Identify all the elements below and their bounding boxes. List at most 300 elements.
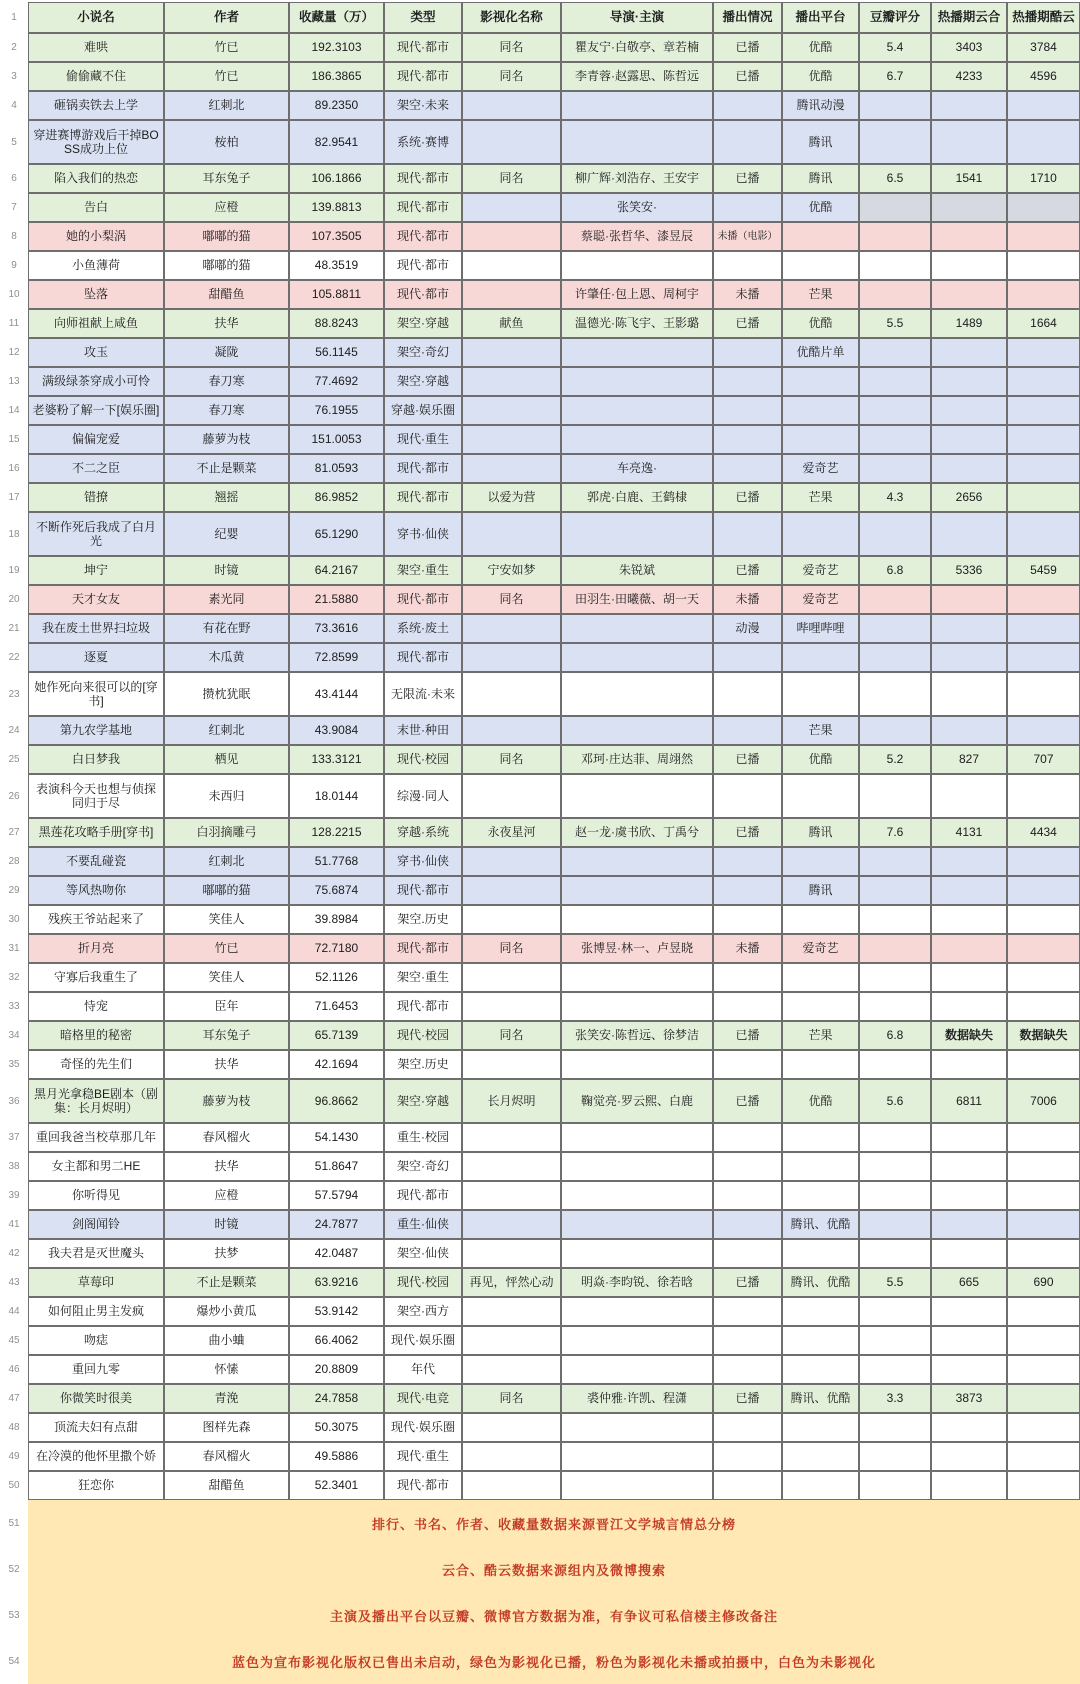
cell-genre[interactable]: 现代·都市	[384, 1181, 462, 1210]
cell-author[interactable]: 扶华	[164, 1050, 289, 1079]
cell-platform[interactable]: 优酷	[782, 1079, 859, 1123]
cell-yunhe-heat[interactable]	[931, 280, 1007, 309]
cell-collection-count[interactable]: 50.3075	[289, 1413, 384, 1442]
cell-air-status[interactable]: 已播	[713, 164, 782, 193]
cell-air-status[interactable]: 已播	[713, 33, 782, 62]
cell-collection-count[interactable]: 105.8811	[289, 280, 384, 309]
cell-collection-count[interactable]: 65.7139	[289, 1021, 384, 1050]
cell-adaptation-title[interactable]	[462, 91, 561, 120]
cell-douban-score[interactable]	[859, 91, 931, 120]
cell-douban-score[interactable]	[859, 367, 931, 396]
cell-novel-name[interactable]: 暗格里的秘密	[28, 1021, 164, 1050]
cell-genre[interactable]: 现代·都市	[384, 280, 462, 309]
cell-kuyun-heat[interactable]	[1007, 774, 1080, 818]
cell-author[interactable]: 春风榴火	[164, 1123, 289, 1152]
cell-douban-score[interactable]	[859, 1413, 931, 1442]
cell-novel-name[interactable]: 恃宠	[28, 992, 164, 1021]
cell-director-cast[interactable]	[561, 643, 713, 672]
cell-novel-name[interactable]: 偏偏宠爱	[28, 425, 164, 454]
cell-collection-count[interactable]: 81.0593	[289, 454, 384, 483]
cell-genre[interactable]: 架空·重生	[384, 963, 462, 992]
cell-douban-score[interactable]	[859, 847, 931, 876]
cell-adaptation-title[interactable]: 同名	[462, 33, 561, 62]
cell-author[interactable]: 红刺北	[164, 91, 289, 120]
cell-kuyun-heat[interactable]: 707	[1007, 745, 1080, 774]
cell-genre[interactable]: 现代·都市	[384, 193, 462, 222]
cell-author[interactable]: 爆炒小黄瓜	[164, 1297, 289, 1326]
cell-yunhe-heat[interactable]	[931, 1326, 1007, 1355]
cell-kuyun-heat[interactable]	[1007, 643, 1080, 672]
cell-novel-name[interactable]: 她的小梨涡	[28, 222, 164, 251]
cell-adaptation-title[interactable]	[462, 1442, 561, 1471]
cell-novel-name[interactable]: 折月亮	[28, 934, 164, 963]
cell-platform[interactable]: 腾讯、优酷	[782, 1210, 859, 1239]
cell-author[interactable]: 耳东兔子	[164, 164, 289, 193]
cell-novel-name[interactable]: 向师祖献上咸鱼	[28, 309, 164, 338]
cell-adaptation-title[interactable]	[462, 454, 561, 483]
cell-yunhe-heat[interactable]: 665	[931, 1268, 1007, 1297]
cell-kuyun-heat[interactable]	[1007, 716, 1080, 745]
cell-director-cast[interactable]	[561, 1297, 713, 1326]
cell-genre[interactable]: 现代·都市	[384, 62, 462, 91]
cell-platform[interactable]: 腾讯	[782, 818, 859, 847]
cell-collection-count[interactable]: 128.2215	[289, 818, 384, 847]
cell-douban-score[interactable]	[859, 963, 931, 992]
cell-yunhe-heat[interactable]	[931, 1239, 1007, 1268]
cell-collection-count[interactable]: 52.3401	[289, 1471, 384, 1500]
cell-genre[interactable]: 穿书·仙侠	[384, 847, 462, 876]
cell-genre[interactable]: 穿越·系统	[384, 818, 462, 847]
cell-director-cast[interactable]	[561, 1050, 713, 1079]
cell-platform[interactable]	[782, 1471, 859, 1500]
cell-platform[interactable]	[782, 1152, 859, 1181]
cell-kuyun-heat[interactable]	[1007, 992, 1080, 1021]
row-number[interactable]: 39	[0, 1181, 28, 1210]
cell-yunhe-heat[interactable]	[931, 614, 1007, 643]
row-number[interactable]: 46	[0, 1355, 28, 1384]
cell-kuyun-heat[interactable]	[1007, 91, 1080, 120]
cell-director-cast[interactable]	[561, 396, 713, 425]
cell-collection-count[interactable]: 76.1955	[289, 396, 384, 425]
cell-adaptation-title[interactable]: 同名	[462, 1384, 561, 1413]
cell-kuyun-heat[interactable]	[1007, 672, 1080, 716]
cell-genre[interactable]: 架空·奇幻	[384, 1152, 462, 1181]
cell-yunhe-heat[interactable]	[931, 1123, 1007, 1152]
cell-air-status[interactable]	[713, 1239, 782, 1268]
cell-director-cast[interactable]: 鞠觉亮·罗云熙、白鹿	[561, 1079, 713, 1123]
cell-author[interactable]: 耳东兔子	[164, 1021, 289, 1050]
cell-air-status[interactable]	[713, 1326, 782, 1355]
cell-author[interactable]: 竹已	[164, 33, 289, 62]
cell-genre[interactable]: 现代·校园	[384, 1021, 462, 1050]
cell-yunhe-heat[interactable]	[931, 992, 1007, 1021]
cell-air-status[interactable]	[713, 1471, 782, 1500]
cell-air-status[interactable]	[713, 193, 782, 222]
cell-novel-name[interactable]: 砸锅卖铁去上学	[28, 91, 164, 120]
cell-collection-count[interactable]: 89.2350	[289, 91, 384, 120]
column-header-author[interactable]: 作者	[164, 2, 289, 33]
row-number[interactable]: 54	[0, 1638, 28, 1684]
cell-author[interactable]: 桉柏	[164, 120, 289, 164]
cell-yunhe-heat[interactable]	[931, 876, 1007, 905]
cell-air-status[interactable]: 已播	[713, 1021, 782, 1050]
cell-yunhe-heat[interactable]	[931, 425, 1007, 454]
cell-director-cast[interactable]	[561, 367, 713, 396]
cell-collection-count[interactable]: 75.6874	[289, 876, 384, 905]
cell-douban-score[interactable]	[859, 1442, 931, 1471]
cell-douban-score[interactable]	[859, 425, 931, 454]
cell-air-status[interactable]	[713, 512, 782, 556]
cell-genre[interactable]: 穿书·仙侠	[384, 512, 462, 556]
cell-platform[interactable]: 腾讯、优酷	[782, 1384, 859, 1413]
cell-novel-name[interactable]: 坤宁	[28, 556, 164, 585]
cell-novel-name[interactable]: 老婆粉了解一下[娱乐圈]	[28, 396, 164, 425]
cell-platform[interactable]	[782, 992, 859, 1021]
cell-author[interactable]: 图样先森	[164, 1413, 289, 1442]
cell-platform[interactable]: 芒果	[782, 716, 859, 745]
cell-kuyun-heat[interactable]	[1007, 120, 1080, 164]
cell-kuyun-heat[interactable]	[1007, 1297, 1080, 1326]
cell-platform[interactable]	[782, 1297, 859, 1326]
cell-collection-count[interactable]: 42.0487	[289, 1239, 384, 1268]
cell-collection-count[interactable]: 72.7180	[289, 934, 384, 963]
cell-douban-score[interactable]	[859, 1050, 931, 1079]
cell-director-cast[interactable]	[561, 91, 713, 120]
row-number[interactable]: 51	[0, 1500, 28, 1546]
cell-douban-score[interactable]	[859, 585, 931, 614]
column-header-adaptation-title[interactable]: 影视化名称	[462, 2, 561, 33]
cell-novel-name[interactable]: 狂恋你	[28, 1471, 164, 1500]
cell-douban-score[interactable]	[859, 193, 931, 222]
row-number[interactable]: 27	[0, 818, 28, 847]
cell-air-status[interactable]	[713, 367, 782, 396]
column-header-collection-count[interactable]: 收藏量（万）	[289, 2, 384, 33]
cell-author[interactable]: 藤萝为枝	[164, 425, 289, 454]
cell-author[interactable]: 甜醋鱼	[164, 1471, 289, 1500]
cell-kuyun-heat[interactable]	[1007, 338, 1080, 367]
cell-air-status[interactable]	[713, 643, 782, 672]
cell-collection-count[interactable]: 51.8647	[289, 1152, 384, 1181]
cell-genre[interactable]: 现代·都市	[384, 454, 462, 483]
cell-genre[interactable]: 现代·都市	[384, 992, 462, 1021]
cell-kuyun-heat[interactable]	[1007, 483, 1080, 512]
cell-kuyun-heat[interactable]: 3784	[1007, 33, 1080, 62]
row-number[interactable]: 23	[0, 672, 28, 716]
cell-air-status[interactable]: 已播	[713, 745, 782, 774]
cell-air-status[interactable]	[713, 1181, 782, 1210]
cell-collection-count[interactable]: 88.8243	[289, 309, 384, 338]
cell-genre[interactable]: 现代·重生	[384, 1442, 462, 1471]
cell-yunhe-heat[interactable]	[931, 1050, 1007, 1079]
cell-adaptation-title[interactable]	[462, 338, 561, 367]
cell-genre[interactable]: 年代	[384, 1355, 462, 1384]
cell-director-cast[interactable]: 明焱·李昀锐、徐若晗	[561, 1268, 713, 1297]
cell-director-cast[interactable]	[561, 1239, 713, 1268]
cell-director-cast[interactable]: 张博昱·林一、卢昱晓	[561, 934, 713, 963]
cell-director-cast[interactable]	[561, 672, 713, 716]
cell-air-status[interactable]: 已播	[713, 1079, 782, 1123]
row-number[interactable]: 5	[0, 120, 28, 164]
row-number[interactable]: 30	[0, 905, 28, 934]
cell-platform[interactable]: 优酷	[782, 193, 859, 222]
cell-adaptation-title[interactable]	[462, 1239, 561, 1268]
row-number[interactable]: 10	[0, 280, 28, 309]
cell-genre[interactable]: 末世·种田	[384, 716, 462, 745]
cell-yunhe-heat[interactable]	[931, 120, 1007, 164]
cell-yunhe-heat[interactable]	[931, 934, 1007, 963]
cell-novel-name[interactable]: 重回我爸当校草那几年	[28, 1123, 164, 1152]
cell-collection-count[interactable]: 192.3103	[289, 33, 384, 62]
cell-author[interactable]: 春刀寒	[164, 367, 289, 396]
cell-yunhe-heat[interactable]	[931, 672, 1007, 716]
cell-platform[interactable]	[782, 643, 859, 672]
cell-director-cast[interactable]	[561, 876, 713, 905]
cell-author[interactable]: 白羽摘雕弓	[164, 818, 289, 847]
cell-douban-score[interactable]	[859, 222, 931, 251]
cell-air-status[interactable]	[713, 774, 782, 818]
cell-yunhe-heat[interactable]	[931, 1442, 1007, 1471]
cell-platform[interactable]: 爱奇艺	[782, 934, 859, 963]
cell-yunhe-heat[interactable]: 数据缺失	[931, 1021, 1007, 1050]
cell-kuyun-heat[interactable]: 4434	[1007, 818, 1080, 847]
cell-novel-name[interactable]: 穿进赛博游戏后干掉BOSS成功上位	[28, 120, 164, 164]
cell-collection-count[interactable]: 63.9216	[289, 1268, 384, 1297]
cell-adaptation-title[interactable]: 同名	[462, 164, 561, 193]
cell-yunhe-heat[interactable]	[931, 716, 1007, 745]
cell-genre[interactable]: 现代·校园	[384, 1268, 462, 1297]
cell-genre[interactable]: 系统·废土	[384, 614, 462, 643]
cell-author[interactable]: 笑佳人	[164, 905, 289, 934]
cell-adaptation-title[interactable]: 同名	[462, 585, 561, 614]
cell-director-cast[interactable]	[561, 1471, 713, 1500]
cell-author[interactable]: 时镜	[164, 1210, 289, 1239]
cell-collection-count[interactable]: 52.1126	[289, 963, 384, 992]
row-number[interactable]: 9	[0, 251, 28, 280]
row-number[interactable]: 47	[0, 1384, 28, 1413]
cell-yunhe-heat[interactable]: 1489	[931, 309, 1007, 338]
cell-platform[interactable]	[782, 251, 859, 280]
cell-platform[interactable]	[782, 1123, 859, 1152]
cell-author[interactable]: 纪婴	[164, 512, 289, 556]
row-number[interactable]: 33	[0, 992, 28, 1021]
cell-adaptation-title[interactable]: 同名	[462, 745, 561, 774]
cell-genre[interactable]: 架空·重生	[384, 556, 462, 585]
cell-platform[interactable]: 优酷	[782, 33, 859, 62]
cell-air-status[interactable]	[713, 1413, 782, 1442]
row-number[interactable]: 6	[0, 164, 28, 193]
cell-air-status[interactable]	[713, 672, 782, 716]
row-number[interactable]: 52	[0, 1546, 28, 1592]
cell-kuyun-heat[interactable]	[1007, 1471, 1080, 1500]
cell-yunhe-heat[interactable]	[931, 1413, 1007, 1442]
cell-platform[interactable]	[782, 396, 859, 425]
cell-douban-score[interactable]	[859, 280, 931, 309]
cell-novel-name[interactable]: 吻痣	[28, 1326, 164, 1355]
cell-genre[interactable]: 架空·穿越	[384, 309, 462, 338]
cell-genre[interactable]: 现代·都市	[384, 1471, 462, 1500]
cell-kuyun-heat[interactable]	[1007, 1050, 1080, 1079]
column-header-air-status[interactable]: 播出情况	[713, 2, 782, 33]
cell-adaptation-title[interactable]	[462, 1181, 561, 1210]
cell-platform[interactable]	[782, 672, 859, 716]
row-number[interactable]: 26	[0, 774, 28, 818]
cell-novel-name[interactable]: 黑月光拿稳BE剧本（剧集：长月烬明）	[28, 1079, 164, 1123]
cell-novel-name[interactable]: 偷偷藏不住	[28, 62, 164, 91]
cell-director-cast[interactable]: 裘仲雅·许凯、程潇	[561, 1384, 713, 1413]
cell-kuyun-heat[interactable]	[1007, 614, 1080, 643]
cell-kuyun-heat[interactable]	[1007, 425, 1080, 454]
cell-douban-score[interactable]	[859, 716, 931, 745]
cell-adaptation-title[interactable]	[462, 1123, 561, 1152]
cell-adaptation-title[interactable]	[462, 1152, 561, 1181]
cell-air-status[interactable]	[713, 1123, 782, 1152]
cell-yunhe-heat[interactable]	[931, 774, 1007, 818]
cell-author[interactable]: 素光同	[164, 585, 289, 614]
cell-douban-score[interactable]	[859, 1123, 931, 1152]
cell-kuyun-heat[interactable]	[1007, 876, 1080, 905]
cell-author[interactable]: 竹已	[164, 934, 289, 963]
cell-air-status[interactable]: 已播	[713, 62, 782, 91]
cell-platform[interactable]: 爱奇艺	[782, 585, 859, 614]
row-number[interactable]: 11	[0, 309, 28, 338]
cell-douban-score[interactable]	[859, 1239, 931, 1268]
cell-douban-score[interactable]	[859, 338, 931, 367]
cell-novel-name[interactable]: 我在废土世界扫垃圾	[28, 614, 164, 643]
cell-platform[interactable]: 爱奇艺	[782, 556, 859, 585]
cell-douban-score[interactable]: 5.4	[859, 33, 931, 62]
cell-novel-name[interactable]: 攻玉	[28, 338, 164, 367]
cell-yunhe-heat[interactable]	[931, 1152, 1007, 1181]
cell-director-cast[interactable]	[561, 716, 713, 745]
cell-collection-count[interactable]: 56.1145	[289, 338, 384, 367]
cell-collection-count[interactable]: 18.0144	[289, 774, 384, 818]
row-number[interactable]: 8	[0, 222, 28, 251]
cell-genre[interactable]: 系统·赛博	[384, 120, 462, 164]
cell-author[interactable]: 未西归	[164, 774, 289, 818]
cell-author[interactable]: 曲小蛐	[164, 1326, 289, 1355]
cell-adaptation-title[interactable]: 同名	[462, 1021, 561, 1050]
row-number[interactable]: 7	[0, 193, 28, 222]
row-number[interactable]: 1	[0, 2, 28, 33]
cell-director-cast[interactable]	[561, 963, 713, 992]
cell-douban-score[interactable]	[859, 512, 931, 556]
cell-yunhe-heat[interactable]	[931, 91, 1007, 120]
cell-director-cast[interactable]: 郭虎·白鹿、王鹤棣	[561, 483, 713, 512]
cell-novel-name[interactable]: 在冷漠的他怀里撒个娇	[28, 1442, 164, 1471]
cell-collection-count[interactable]: 39.8984	[289, 905, 384, 934]
cell-author[interactable]: 红刺北	[164, 716, 289, 745]
cell-collection-count[interactable]: 133.3121	[289, 745, 384, 774]
cell-genre[interactable]: 重生·仙侠	[384, 1210, 462, 1239]
column-header-genre[interactable]: 类型	[384, 2, 462, 33]
cell-genre[interactable]: 现代·都市	[384, 33, 462, 62]
cell-novel-name[interactable]: 黑莲花攻略手册[穿书]	[28, 818, 164, 847]
cell-director-cast[interactable]	[561, 1442, 713, 1471]
cell-author[interactable]: 应橙	[164, 193, 289, 222]
cell-douban-score[interactable]: 6.5	[859, 164, 931, 193]
row-number[interactable]: 44	[0, 1297, 28, 1326]
cell-adaptation-title[interactable]	[462, 992, 561, 1021]
cell-douban-score[interactable]	[859, 992, 931, 1021]
row-number[interactable]: 48	[0, 1413, 28, 1442]
cell-platform[interactable]	[782, 1050, 859, 1079]
cell-yunhe-heat[interactable]	[931, 251, 1007, 280]
cell-platform[interactable]: 优酷	[782, 62, 859, 91]
cell-director-cast[interactable]: 张笑安·陈哲远、徐梦洁	[561, 1021, 713, 1050]
row-number[interactable]: 24	[0, 716, 28, 745]
cell-kuyun-heat[interactable]	[1007, 963, 1080, 992]
cell-director-cast[interactable]	[561, 338, 713, 367]
cell-yunhe-heat[interactable]	[931, 963, 1007, 992]
row-number[interactable]: 22	[0, 643, 28, 672]
cell-author[interactable]: 红刺北	[164, 847, 289, 876]
cell-platform[interactable]: 腾讯	[782, 164, 859, 193]
cell-novel-name[interactable]: 满级绿茶穿成小可怜	[28, 367, 164, 396]
cell-director-cast[interactable]	[561, 1326, 713, 1355]
cell-platform[interactable]	[782, 367, 859, 396]
cell-kuyun-heat[interactable]: 数据缺失	[1007, 1021, 1080, 1050]
row-number[interactable]: 2	[0, 33, 28, 62]
cell-novel-name[interactable]: 小鱼薄荷	[28, 251, 164, 280]
cell-author[interactable]: 凝陇	[164, 338, 289, 367]
cell-kuyun-heat[interactable]	[1007, 1152, 1080, 1181]
cell-adaptation-title[interactable]	[462, 396, 561, 425]
cell-air-status[interactable]	[713, 847, 782, 876]
cell-novel-name[interactable]: 逐夏	[28, 643, 164, 672]
cell-yunhe-heat[interactable]	[931, 1210, 1007, 1239]
cell-air-status[interactable]: 未播	[713, 280, 782, 309]
row-number[interactable]: 35	[0, 1050, 28, 1079]
cell-collection-count[interactable]: 73.3616	[289, 614, 384, 643]
cell-author[interactable]: 嘟嘟的猫	[164, 876, 289, 905]
cell-novel-name[interactable]: 草莓印	[28, 1268, 164, 1297]
row-number[interactable]: 25	[0, 745, 28, 774]
cell-director-cast[interactable]	[561, 1355, 713, 1384]
cell-collection-count[interactable]: 86.9852	[289, 483, 384, 512]
cell-kuyun-heat[interactable]	[1007, 512, 1080, 556]
cell-platform[interactable]	[782, 847, 859, 876]
cell-director-cast[interactable]	[561, 1152, 713, 1181]
cell-collection-count[interactable]: 77.4692	[289, 367, 384, 396]
cell-director-cast[interactable]	[561, 251, 713, 280]
cell-collection-count[interactable]: 24.7858	[289, 1384, 384, 1413]
cell-adaptation-title[interactable]	[462, 120, 561, 164]
cell-douban-score[interactable]	[859, 1181, 931, 1210]
cell-platform[interactable]	[782, 425, 859, 454]
cell-douban-score[interactable]: 3.3	[859, 1384, 931, 1413]
cell-genre[interactable]: 穿越·娱乐圈	[384, 396, 462, 425]
cell-novel-name[interactable]: 等风热吻你	[28, 876, 164, 905]
cell-platform[interactable]: 腾讯动漫	[782, 91, 859, 120]
cell-platform[interactable]: 腾讯	[782, 876, 859, 905]
cell-director-cast[interactable]	[561, 992, 713, 1021]
cell-adaptation-title[interactable]	[462, 1297, 561, 1326]
cell-genre[interactable]: 架空·奇幻	[384, 338, 462, 367]
cell-genre[interactable]: 无限流·未来	[384, 672, 462, 716]
cell-yunhe-heat[interactable]	[931, 338, 1007, 367]
cell-author[interactable]: 臣年	[164, 992, 289, 1021]
cell-director-cast[interactable]	[561, 120, 713, 164]
row-number[interactable]: 17	[0, 483, 28, 512]
cell-kuyun-heat[interactable]	[1007, 193, 1080, 222]
cell-genre[interactable]: 现代·娱乐圈	[384, 1326, 462, 1355]
cell-kuyun-heat[interactable]	[1007, 585, 1080, 614]
cell-genre[interactable]: 现代·电竞	[384, 1384, 462, 1413]
cell-director-cast[interactable]	[561, 774, 713, 818]
cell-genre[interactable]: 现代·校园	[384, 745, 462, 774]
cell-author[interactable]: 扶华	[164, 309, 289, 338]
cell-author[interactable]: 栖见	[164, 745, 289, 774]
